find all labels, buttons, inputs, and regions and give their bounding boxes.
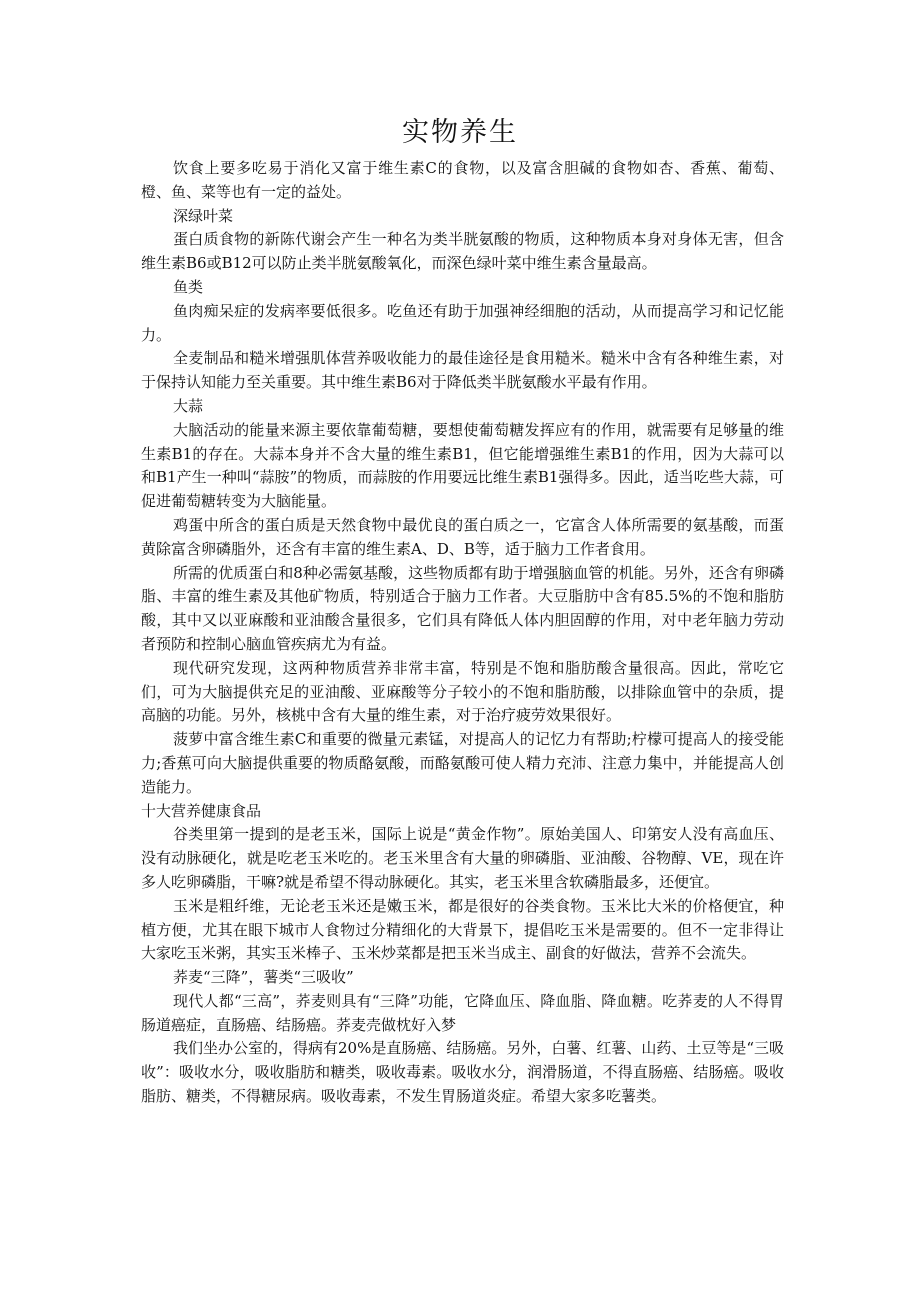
section-heading: 深绿叶菜 xyxy=(173,206,234,225)
paragraph: 所需的优质蛋白和8种必需氨基酸，这些物质都有助于增强脑血管的机能。另外，还含有卵磷脂、丰富的维生素及其他矿物质，特别适合于脑力工作者。大豆脂肪中含有85.5%的不饱和脂肪酸，其中又以亚麻酸和亚油酸含量很多，它们具有降低人体内胆固醇的作用，对中老年脑力劳动者预防和控制心脑血管疾病尤为有益。 xyxy=(141,563,784,653)
page-title: 实物养生 xyxy=(402,117,518,148)
paragraph: 饮食上要多吃易于消化又富于维生素C的食物，以及富含胆碱的食物如杏、香蕉、葡萄、橙、鱼、菜等也有一定的益处。 xyxy=(141,159,784,201)
paragraph: 全麦制品和糙米增强肌体营养吸收能力的最佳途径是食用糙米。糙米中含有各种维生素，对于保持认知能力至关重要。其中维生素B6对于降低类半胱氨酸水平最有作用。 xyxy=(141,349,784,392)
paragraph: 现代研究发现，这两种物质营养非常丰富，特别是不饱和脂肪酸含量很高。因此，常吃它们，可为大脑提供充足的亚油酸、亚麻酸等分子较小的不饱和脂肪酸，以排除血管中的杂质，提高脑的功能。另外，核桃中含有大量的维生素，对于治疗疲劳效果很好。 xyxy=(141,658,784,725)
paragraph: 菠萝中富含维生素C和重要的微量元素锰，对提高人的记忆力有帮助;柠檬可提高人的接受能力;香蕉可向大脑提供重要的物质酪氨酸，而酪氨酸可使人精力充沛、注意力集中，并能提高人创造能力。 xyxy=(141,730,784,796)
paragraph: 蛋白质食物的新陈代谢会产生一种名为类半胱氨酸的物质，这种物质本身对身体无害，但含维生素B6或B12可以防止类半胱氨酸氧化，而深色绿叶菜中维生素含量最高。 xyxy=(141,230,784,273)
paragraph: 鸡蛋中所含的蛋白质是天然食物中最优良的蛋白质之一，它富含人体所需要的氨基酸，而蛋黄除富含卵磷脂外，还含有丰富的维生素A、D、B等，适于脑力工作者食用。 xyxy=(141,515,784,558)
paragraph: 大脑活动的能量来源主要依靠葡萄糖，要想使葡萄糖发挥应有的作用，就需要有足够量的维生素B1的存在。大蒜本身并不含大量的维生素B1，但它能增强维生素B1的作用，因为大蒜可以和B1产生一种叫“蒜胺”的物质，而蒜胺的作用要远比维生素B1强得多。因此，适当吃些大蒜，可促进葡萄糖转变为大脑能量。 xyxy=(141,420,784,511)
paragraph: 我们坐办公室的，得病有20%是直肠癌、结肠癌。另外，白薯、红薯、山药、土豆等是“三吸收”：吸收水分，吸收脂肪和糖类，吸收毒素。吸收水分，润滑肠道，不得直肠癌、结肠癌。吸收脂肪、糖类，不得糖尿病。吸收毒素，不发生胃肠道炎症。希望大家多吃薯类。 xyxy=(141,1039,785,1106)
paragraph: 玉米是粗纤维，无论老玉米还是嫩玉米，都是很好的谷类食物。玉米比大米的价格便宜，种植方便，尤其在眼下城市人食物过分精细化的大背景下，提倡吃玉米是需要的。但不一定非得让大家吃玉米粥，其实玉米棒子、玉米炒菜都是把玉米当成主、副食的好做法，营养不会流失。 xyxy=(141,896,784,963)
section-heading: 鱼类 xyxy=(173,277,204,296)
section-heading: 大蒜 xyxy=(173,396,204,415)
paragraph: 鱼肉痴呆症的发病率要低很多。吃鱼还有助于加强神经细胞的活动，从而提高学习和记忆能力。 xyxy=(141,301,784,344)
paragraph: 谷类里第一提到的是老玉米，国际上说是“黄金作物”。原始美国人、印第安人没有高血压、没有动脉硬化，就是吃老玉米吃的。老玉米里含有大量的卵磷脂、亚油酸、谷物醇、VE，现在许多人吃卵磷脂，干嘛?就是希望不得动脉硬化。其实，老玉米里含软磷脂最多，还便宜。 xyxy=(141,825,784,891)
section-heading: 荞麦“三降”，薯类“三吸收” xyxy=(173,968,354,987)
section-heading: 十大营养健康食品 xyxy=(141,801,262,820)
document-body xyxy=(141,157,784,1109)
paragraph: 现代人都“三高”，荞麦则具有“三降”功能，它降血压、降血脂、降血糖。吃荞麦的人不得胃肠道癌症，直肠癌、结肠癌。荞麦壳做枕好入梦 xyxy=(141,991,784,1034)
